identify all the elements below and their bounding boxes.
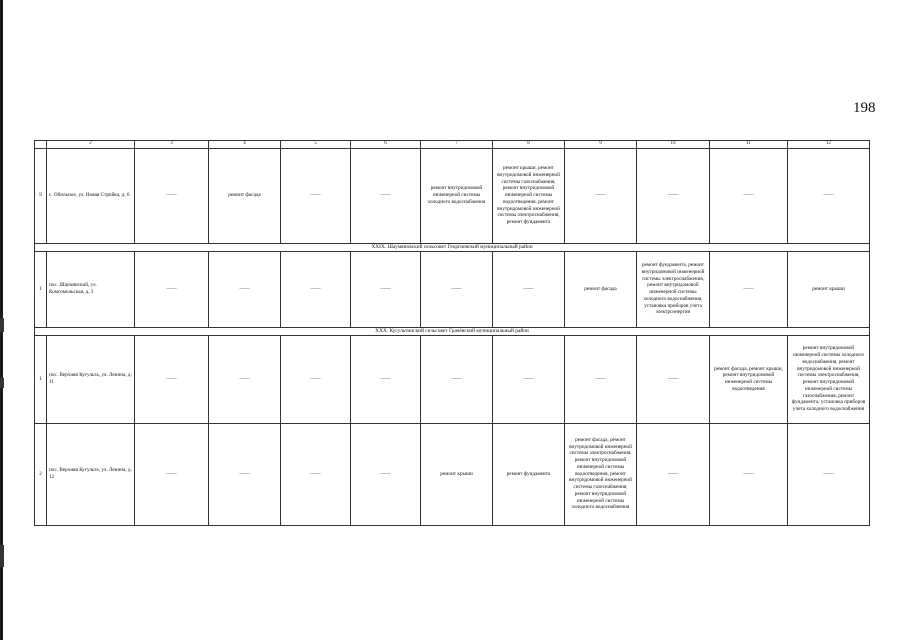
table-cell: ремонт внутридомовой инженерной системы холодного водоснабжения, ремонт внутридомовой инженерной системы электроснабжения, ремонт внутридомовой инженерной системы газоснабжения, ремонт фундамента, установка приборов учета холодного водоснабжения bbox=[788, 335, 870, 423]
empty-cell-dash: —— bbox=[166, 285, 177, 292]
column-header: 9 bbox=[565, 141, 637, 149]
empty-cell-dash: —— bbox=[310, 192, 321, 199]
table-cell: ремонт фундамента bbox=[493, 423, 565, 525]
table-cell bbox=[351, 251, 421, 327]
column-header: 10 bbox=[637, 141, 710, 149]
empty-cell-dash: —— bbox=[380, 375, 391, 382]
table-cell bbox=[421, 335, 493, 423]
column-header bbox=[35, 141, 47, 149]
empty-cell-dash: —— bbox=[310, 470, 321, 477]
table-cell: ремонт фасада, ремонт крыши, ремонт внутридомовой инженерной системы водоотведения bbox=[710, 335, 788, 423]
table-cell bbox=[637, 335, 710, 423]
empty-cell-dash: —— bbox=[239, 470, 250, 477]
empty-cell-dash: —— bbox=[743, 192, 754, 199]
table-cell bbox=[209, 335, 281, 423]
empty-cell-dash: —— bbox=[523, 285, 534, 292]
table-cell bbox=[421, 251, 493, 327]
column-header: 3 bbox=[135, 141, 209, 149]
table-row bbox=[35, 148, 870, 243]
table-cell bbox=[135, 423, 209, 525]
row-number: 1 bbox=[35, 251, 47, 327]
table-row bbox=[35, 251, 870, 327]
column-header: 11 bbox=[710, 141, 788, 149]
empty-cell-dash: —— bbox=[239, 375, 250, 382]
table-cell bbox=[788, 423, 870, 525]
empty-cell-dash: —— bbox=[310, 375, 321, 382]
row-address: пос. Шаумянский, ул. Комсомольская, д. 3 bbox=[47, 251, 135, 327]
empty-cell-dash: —— bbox=[667, 375, 679, 382]
repair-schedule-table bbox=[34, 140, 870, 526]
empty-cell-dash: —— bbox=[451, 375, 462, 382]
table-cell: ремонт внутридомовой инженерной системы холодного водоснабжения bbox=[421, 148, 493, 243]
table-cell: ремонт фасада bbox=[209, 148, 281, 243]
scan-edge-mark bbox=[0, 378, 4, 388]
empty-cell-dash: —— bbox=[595, 375, 606, 382]
row-address: с. Обильное, ул. Новая Стройка, д. 6 bbox=[47, 148, 135, 243]
table-cell bbox=[710, 148, 788, 243]
column-header: 2 bbox=[47, 141, 135, 149]
table-cell bbox=[135, 251, 209, 327]
scan-edge-mark bbox=[0, 545, 4, 567]
empty-cell-dash: —— bbox=[743, 470, 754, 477]
table-cell bbox=[135, 148, 209, 243]
empty-cell-dash: —— bbox=[595, 192, 606, 199]
column-number-row bbox=[35, 141, 870, 149]
empty-cell-dash: —— bbox=[166, 470, 177, 477]
empty-cell-dash: —— bbox=[380, 285, 391, 292]
table-cell bbox=[209, 423, 281, 525]
empty-cell-dash: —— bbox=[166, 375, 177, 382]
table-cell bbox=[351, 335, 421, 423]
table-cell: ремонт фасада, ремонт внутридомовой инженерной системы электроснабжения, ремонт внутридомовой инженерной системы водоотведения, ремонт внутридомовой инженерной системы газоснабжения, ремонт внутридомовой инженерной системы холодного водоснабжения bbox=[565, 423, 637, 525]
table-cell bbox=[788, 148, 870, 243]
empty-cell-dash: —— bbox=[743, 285, 754, 292]
section-row bbox=[35, 327, 870, 335]
table-cell: ремонт фасада bbox=[565, 251, 637, 327]
empty-cell-dash: —— bbox=[451, 285, 462, 292]
table-cell bbox=[135, 335, 209, 423]
row-number: 9 bbox=[35, 148, 47, 243]
column-header: 12 bbox=[788, 141, 870, 149]
column-header: 5 bbox=[281, 141, 351, 149]
row-address: пос. Верхняя Кугульта, ул. Ленина, д. 11 bbox=[47, 335, 135, 423]
table-cell bbox=[281, 335, 351, 423]
table-cell bbox=[710, 423, 788, 525]
table-cell bbox=[637, 423, 710, 525]
table-cell bbox=[710, 251, 788, 327]
table-body bbox=[35, 141, 870, 526]
table-cell bbox=[565, 148, 637, 243]
scan-edge-mark bbox=[0, 318, 4, 332]
empty-cell-dash: —— bbox=[823, 192, 834, 199]
table-cell bbox=[209, 251, 281, 327]
column-header: 4 bbox=[209, 141, 281, 149]
table-cell bbox=[281, 423, 351, 525]
row-number: 1 bbox=[35, 335, 47, 423]
empty-cell-dash: —— bbox=[380, 470, 391, 477]
page-number: 198 bbox=[853, 100, 876, 116]
empty-cell-dash: —— bbox=[823, 470, 834, 477]
section-title: XXIX. Шаумяновский сельсовет Георгиевский муниципальный район bbox=[35, 243, 870, 251]
row-number: 2 bbox=[35, 423, 47, 525]
table-row bbox=[35, 423, 870, 525]
column-header: 7 bbox=[421, 141, 493, 149]
column-header: 6 bbox=[351, 141, 421, 149]
section-row bbox=[35, 243, 870, 251]
empty-cell-dash: —— bbox=[667, 470, 679, 477]
empty-cell-dash: —— bbox=[310, 285, 321, 292]
empty-cell-dash: —— bbox=[166, 192, 177, 199]
table-cell: ремонт фундамента, ремонт внутридомовой инженерной системы электроснабжения, ремонт внутридомовой инженерной системы холодного водоснабжения, установка приборов учета электроэнергии bbox=[637, 251, 710, 327]
table-cell bbox=[351, 423, 421, 525]
table-cell bbox=[351, 148, 421, 243]
table-cell bbox=[493, 251, 565, 327]
table-cell bbox=[565, 335, 637, 423]
column-header: 8 bbox=[493, 141, 565, 149]
empty-cell-dash: —— bbox=[523, 375, 534, 382]
empty-cell-dash: —— bbox=[667, 192, 679, 199]
table-cell: ремонт крыши bbox=[421, 423, 493, 525]
table-cell: ремонт крыши bbox=[788, 251, 870, 327]
table-cell bbox=[637, 148, 710, 243]
table-cell bbox=[281, 148, 351, 243]
table-cell: ремонт крыши, ремонт внутридомовой инженерной системы газоснабжения, ремонт внутридомовой инженерной системы водоотведения, ремонт внутридомовой инженерной системы электроснабжения, ремонт фундамента bbox=[493, 148, 565, 243]
table-cell bbox=[281, 251, 351, 327]
empty-cell-dash: —— bbox=[380, 192, 391, 199]
table-row bbox=[35, 335, 870, 423]
empty-cell-dash: —— bbox=[239, 285, 250, 292]
row-address: пос. Верхняя Кугульта, ул. Ленина, д. 12 bbox=[47, 423, 135, 525]
section-title: XXX. Кугультинский сельсовет Грачёвский муниципальный район bbox=[35, 327, 870, 335]
table-cell bbox=[493, 335, 565, 423]
